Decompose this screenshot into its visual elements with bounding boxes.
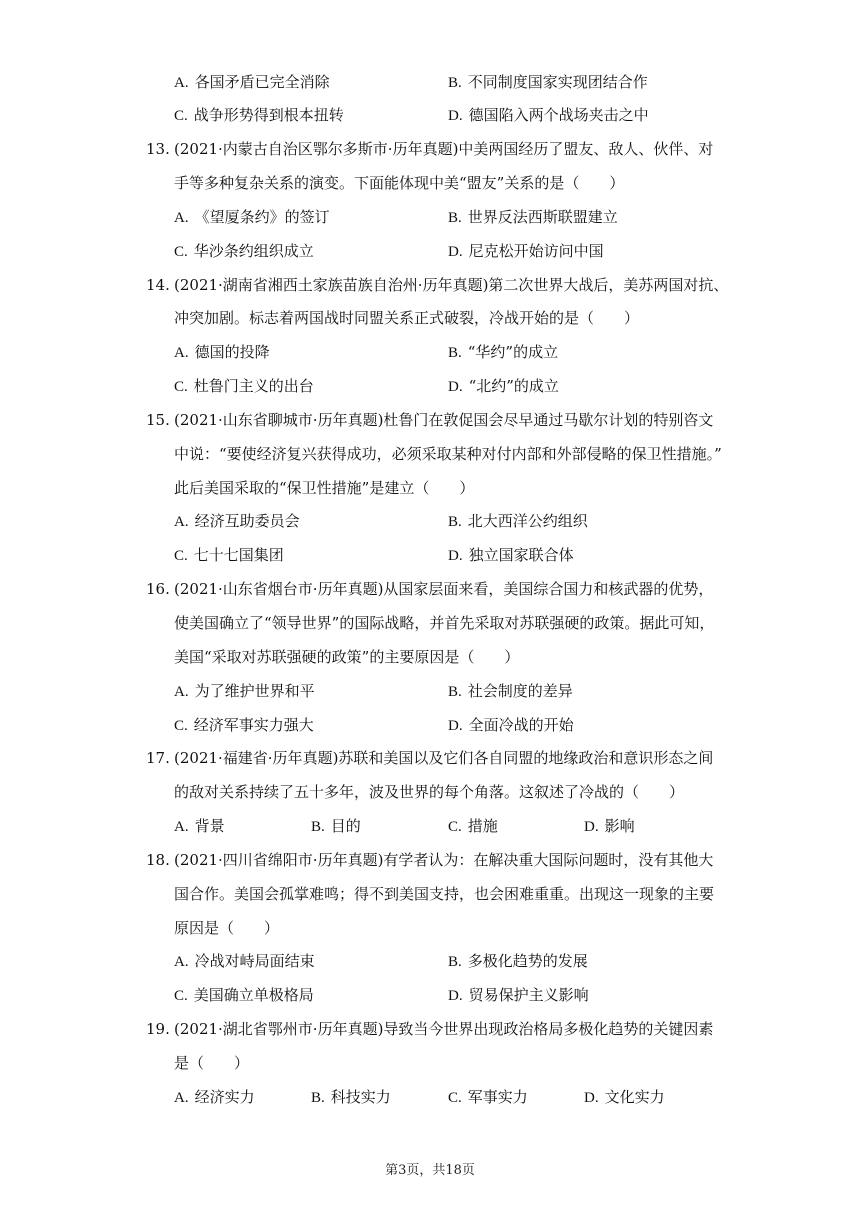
option-c: C. 军事实力 <box>448 1088 528 1106</box>
option-b: B. 世界反法西斯联盟建立 <box>448 208 618 226</box>
question-text: (2021·内蒙古自治区鄂尔多斯市·历年真题)中美两国经历了盟友、敌人、伙伴、对 <box>174 140 714 158</box>
option-c: C. 七十七国集团 <box>174 546 284 564</box>
option-a: A. 冷战对峙局面结束 <box>174 952 315 970</box>
option-a: A. 德国的投降 <box>174 343 270 361</box>
question-text: 手等多种复杂关系的演变。下面能体现中美“盟友”关系的是（ ） <box>174 174 625 192</box>
question-number: 19. <box>146 1020 170 1038</box>
option-d: D. 影响 <box>584 817 635 835</box>
question-text: (2021·湖北省鄂州市·历年真题)导致当今世界出现政治格局多极化趋势的关键因素 <box>174 1020 714 1038</box>
option-a: A. 经济实力 <box>174 1088 255 1106</box>
option-b: B. 多极化趋势的发展 <box>448 952 588 970</box>
question-number: 16. <box>146 580 170 598</box>
question-text: 使美国确立了“领导世界”的国际战略，并首先采取对苏联强硬的政策。据此可知， <box>174 614 715 632</box>
option-b: B. “华约”的成立 <box>448 343 559 361</box>
option-b: B. 科技实力 <box>311 1088 391 1106</box>
option-d: D. “北约”的成立 <box>448 377 559 395</box>
option-a: A. 《望厦条约》的签订 <box>174 208 330 226</box>
option-a: A. 为了维护世界和平 <box>174 682 315 700</box>
question-text: 美国“采取对苏联强硬的政策”的主要原因是（ ） <box>174 648 520 666</box>
question-text: 中说：“要使经济复兴获得成功，必须采取某种对付内部和外部侵略的保卫性措施。” <box>174 445 722 463</box>
question-number: 13. <box>146 140 170 158</box>
option-b: B. 目的 <box>311 817 361 835</box>
page-footer: 第3页，共18页 <box>385 1163 475 1178</box>
question-text: 是（ ） <box>174 1054 250 1072</box>
option-b: B. 北大西洋公约组织 <box>448 512 588 530</box>
question-text: 国合作。美国会孤掌难鸣；得不到美国支持，也会困难重重。出现这一现象的主要 <box>174 885 715 903</box>
option-c: C. 经济军事实力强大 <box>174 716 314 734</box>
option-d: D. 德国陷入两个战场夹击之中 <box>448 106 649 124</box>
question-text: (2021·四川省绵阳市·历年真题)有学者认为：在解决重大国际问题时，没有其他大 <box>174 851 714 869</box>
question-text: 此后美国采取的“保卫性措施”是建立（ ） <box>174 479 475 497</box>
question-number: 17. <box>146 749 170 767</box>
option-c: C. 战争形势得到根本扭转 <box>174 106 344 124</box>
option-d: D. 尼克松开始访问中国 <box>448 242 604 260</box>
option-c: C. 美国确立单极格局 <box>174 986 314 1004</box>
question-text: 的敌对关系持续了五十多年，波及世界的每个角落。这叙述了冷战的（ ） <box>174 783 685 801</box>
option-c: C. 措施 <box>448 817 498 835</box>
question-text: 原因是（ ） <box>174 919 280 937</box>
option-a: A. 经济互助委员会 <box>174 512 300 530</box>
question-number: 18. <box>146 851 170 869</box>
question-text: (2021·山东省烟台市·历年真题)从国家层面来看，美国综合国力和核武器的优势， <box>174 580 714 598</box>
question-text: (2021·湖南省湘西土家族苗族自治州·历年真题)第二次世界大战后，美苏两国对抗、 <box>174 276 729 294</box>
option-c: C. 华沙条约组织成立 <box>174 242 314 260</box>
option-d: D. 贸易保护主义影响 <box>448 986 589 1004</box>
question-number: 14. <box>146 276 170 294</box>
question-number: 15. <box>146 411 170 429</box>
option-d: D. 全面冷战的开始 <box>448 716 574 734</box>
option-b: B. 社会制度的差异 <box>448 682 573 700</box>
option-d: D. 文化实力 <box>584 1088 665 1106</box>
option-c: C. 杜鲁门主义的出台 <box>174 377 314 395</box>
option-a: A. 背景 <box>174 817 225 835</box>
option-d: D. 独立国家联合体 <box>448 546 574 564</box>
question-text: 冲突加剧。标志着两国战时同盟关系正式破裂，冷战开始的是（ ） <box>174 309 640 327</box>
option-b: B. 不同制度国家实现团结合作 <box>448 73 648 91</box>
question-text: (2021·山东省聊城市·历年真题)杜鲁门在敦促国会尽早通过马歇尔计划的特别咨文 <box>174 411 714 429</box>
option-a: A. 各国矛盾已完全消除 <box>174 73 330 91</box>
question-text: (2021·福建省·历年真题)苏联和美国以及它们各自同盟的地缘政治和意识形态之间 <box>174 749 714 767</box>
